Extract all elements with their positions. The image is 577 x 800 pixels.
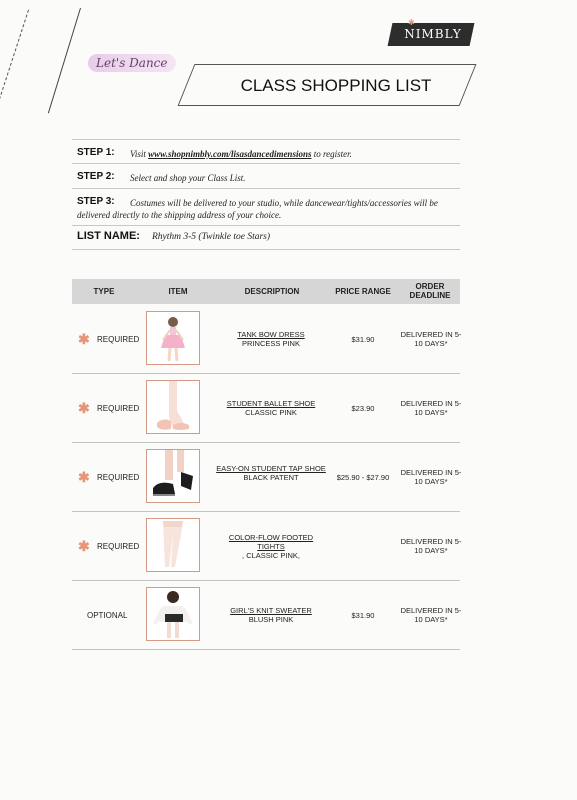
- item-name-link[interactable]: COLOR-FLOW FOOTED TIGHTS: [228, 533, 314, 551]
- decorative-line: [48, 8, 81, 113]
- item-description: [216, 533, 326, 560]
- list-name-value: Rhythm 3-5 (Twinkle toe Stars): [152, 232, 271, 242]
- item-image[interactable]: [146, 380, 200, 434]
- row-divider: [72, 511, 460, 512]
- item-deadline: DELIVERED IN 5-10 DAYS*: [400, 399, 462, 417]
- item-color: BLACK PATENT: [243, 473, 299, 482]
- item-image[interactable]: [146, 587, 200, 641]
- step-3-label: STEP 3:: [77, 196, 115, 207]
- item-description: [216, 330, 326, 348]
- col-deadline: ORDER DEADLINE: [409, 282, 451, 300]
- item-deadline: DELIVERED IN 5-10 DAYS*: [400, 606, 462, 624]
- type-label: REQUIRED: [97, 335, 140, 344]
- item-price: $25.90 - $27.90: [336, 473, 390, 482]
- divider: [72, 139, 460, 140]
- step-2-label: STEP 2:: [77, 171, 115, 182]
- item-color: , CLASSIC PINK,: [242, 551, 300, 560]
- item-color: PRINCESS PINK: [242, 339, 300, 348]
- item-name-link[interactable]: EASY-ON STUDENT TAP SHOE: [216, 464, 326, 473]
- col-description: DESCRIPTION: [244, 287, 300, 296]
- item-image[interactable]: [146, 449, 200, 503]
- item-name-link[interactable]: GIRL'S KNIT SWEATER: [230, 606, 312, 615]
- item-price: $23.90: [351, 404, 375, 413]
- pink-dress-icon: [147, 312, 199, 364]
- item-color: CLASSIC PINK: [245, 408, 297, 417]
- item-name-link[interactable]: TANK BOW DRESS: [237, 330, 305, 339]
- row-divider: [72, 649, 460, 650]
- required-icon: ✱: [78, 538, 90, 554]
- item-price: $31.90: [351, 611, 375, 620]
- list-name-label: LIST NAME:: [77, 230, 140, 242]
- step-2-text: Select and shop your Class List.: [130, 173, 246, 183]
- step-1-text: Visit www.shopnimbly.com/lisasdancedimensions to register.: [130, 149, 352, 159]
- col-item: ITEM: [168, 287, 188, 296]
- col-price: PRICE RANGE: [335, 287, 391, 296]
- table-header: [72, 279, 460, 304]
- divider: [72, 225, 460, 226]
- tap-shoe-icon: [147, 450, 199, 502]
- row-divider: [72, 373, 460, 374]
- row-divider: [72, 580, 460, 581]
- divider: [72, 163, 460, 164]
- brand-star-icon: ✱: [408, 18, 415, 27]
- type-label: REQUIRED: [97, 542, 140, 551]
- lets-dance-logo: Let's Dance: [88, 54, 176, 72]
- page-title: CLASS SHOPPING LIST: [240, 76, 432, 95]
- tights-icon: [147, 519, 199, 571]
- divider: [72, 188, 460, 189]
- item-description: [216, 606, 326, 624]
- divider: [72, 249, 460, 250]
- item-deadline: DELIVERED IN 5-10 DAYS*: [400, 330, 462, 348]
- register-link[interactable]: www.shopnimbly.com/lisasdancedimensions: [148, 149, 312, 159]
- required-icon: ✱: [78, 400, 90, 416]
- item-color: BLUSH PINK: [248, 615, 294, 624]
- type-label: REQUIRED: [97, 473, 140, 482]
- item-image[interactable]: [146, 518, 200, 572]
- item-name-link[interactable]: STUDENT BALLET SHOE: [226, 399, 316, 408]
- brand-logo: NIMBLY: [404, 27, 462, 41]
- step-3-text: Costumes will be delivered to your studio, while dancewear/tights/accessories will be delivered directly to the shipping address of your choice.: [77, 198, 438, 220]
- decorative-dashed-line: [0, 10, 30, 153]
- item-description: [216, 464, 326, 482]
- item-price: $31.90: [351, 335, 375, 344]
- item-deadline: DELIVERED IN 5-10 DAYS*: [400, 468, 462, 486]
- step-1-label: STEP 1:: [77, 147, 115, 158]
- ballet-shoe-icon: [147, 381, 199, 433]
- type-label: REQUIRED: [97, 404, 140, 413]
- item-image[interactable]: [146, 311, 200, 365]
- col-type: TYPE: [93, 287, 115, 296]
- required-icon: ✱: [78, 331, 90, 347]
- sweater-icon: [147, 588, 199, 640]
- item-deadline: DELIVERED IN 5-10 DAYS*: [400, 537, 462, 555]
- required-icon: ✱: [78, 469, 90, 485]
- row-divider: [72, 442, 460, 443]
- item-description: [216, 399, 326, 417]
- type-label: OPTIONAL: [87, 611, 128, 620]
